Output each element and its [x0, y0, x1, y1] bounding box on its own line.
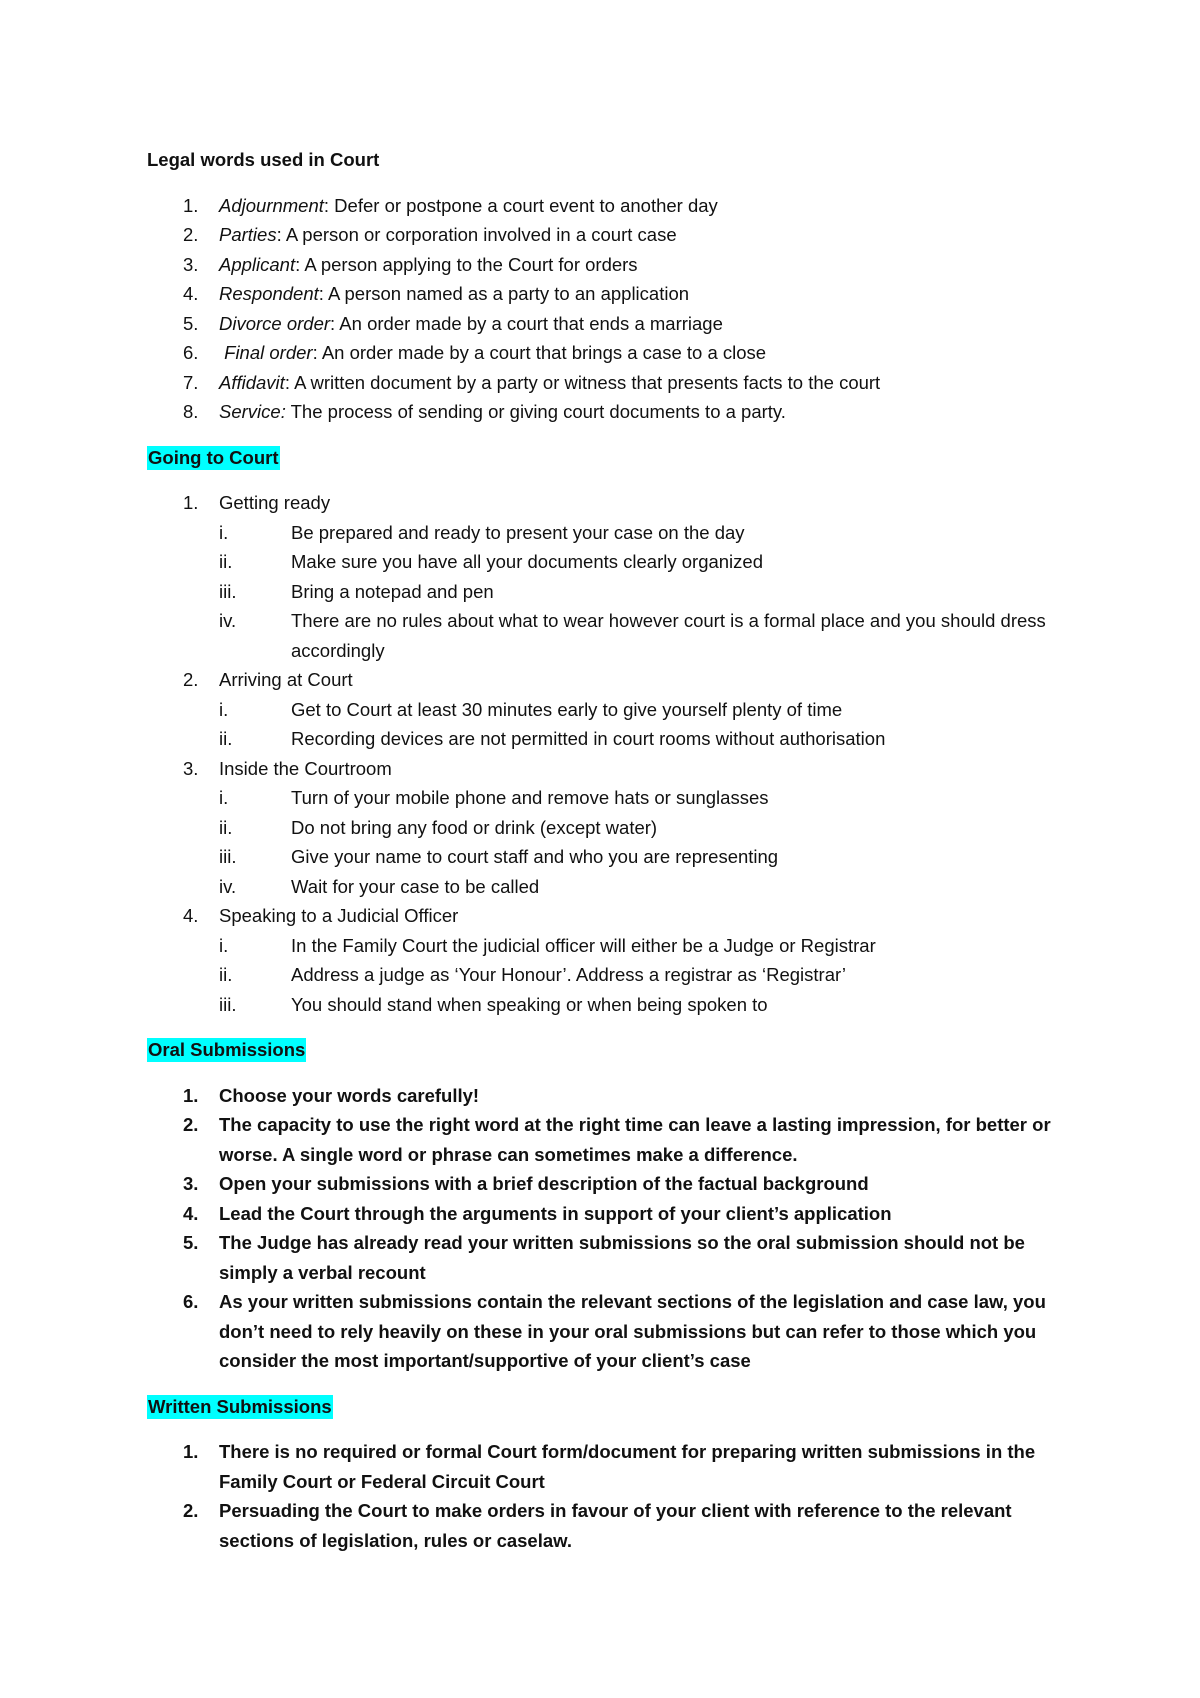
document-page: [147, 145, 1067, 1555]
section-heading-oral-submissions: [147, 1035, 1067, 1065]
list-number: 2.: [183, 1114, 199, 1135]
highlighted-heading: Oral Submissions: [148, 1039, 306, 1060]
roman-numeral: iv.: [219, 875, 237, 897]
sub-item-text: You should stand when speaking or when being spoken to: [291, 993, 768, 1015]
item-label: Speaking to a Judicial Officer: [219, 905, 459, 926]
sub-item: [219, 606, 1067, 665]
list-number: 4.: [183, 1202, 199, 1224]
definition-item: [147, 397, 1067, 427]
item-text: The capacity to use the right word at the right time can leave a lasting impression, for better or worse. A single word or phrase can sometimes make a difference.: [219, 1114, 1051, 1165]
definition-item: [147, 368, 1067, 398]
definition-text: The process of sending or giving court documents to a party.: [285, 401, 786, 422]
item-text: Persuading the Court to make orders in favour of your client with reference to the relevant sections of legislation, rules or caselaw.: [219, 1500, 1012, 1551]
definition-item: [147, 250, 1067, 280]
list-number: 1.: [183, 1084, 199, 1106]
list-number: 7.: [183, 371, 199, 393]
list-number: 2.: [183, 1500, 199, 1521]
definition-text: An order made by a court that ends a marriage: [335, 312, 723, 334]
list-number: 1.: [183, 194, 199, 216]
written-submissions-list: [147, 1437, 1067, 1555]
roman-numeral: iii.: [219, 846, 237, 867]
roman-numeral: iii.: [219, 993, 237, 1015]
item-text: Open your submissions with a brief description of the factual background: [219, 1173, 869, 1194]
list-item: [147, 1081, 1067, 1111]
sub-item: [219, 695, 1067, 725]
definition-term: Respondent: [219, 283, 319, 304]
list-number: 3.: [183, 1173, 199, 1194]
list-number: 8.: [183, 401, 199, 422]
roman-numeral: iii.: [219, 580, 237, 602]
roman-numeral: i.: [219, 521, 229, 543]
list-number: 1.: [183, 492, 199, 513]
sub-list: [219, 931, 1067, 1020]
roman-numeral: ii.: [219, 964, 233, 985]
definition-item: [147, 220, 1067, 250]
term-separator: :: [330, 312, 336, 334]
sub-item-text: Recording devices are not permitted in court rooms without authorisation: [291, 728, 886, 749]
definition-term: Applicant: [219, 253, 296, 275]
sub-list: [219, 783, 1067, 901]
sub-item-text: Turn of your mobile phone and remove hats or sunglasses: [291, 787, 769, 808]
sub-item: [219, 547, 1067, 577]
list-item: [147, 1228, 1067, 1287]
list-item: [147, 1169, 1067, 1199]
term-separator: :: [318, 283, 324, 304]
definition-text: A written document by a party or witness that presents facts to the court: [289, 371, 881, 393]
list-item: [147, 754, 1067, 902]
list-item: [147, 1496, 1067, 1555]
sub-item: [219, 990, 1067, 1020]
item-text: Lead the Court through the arguments in support of your client’s application: [219, 1202, 892, 1224]
definition-item: [147, 309, 1067, 339]
sub-item-text: Bring a notepad and pen: [291, 580, 494, 602]
sub-item: [219, 518, 1067, 548]
definition-text: A person applying to the Court for orders: [300, 253, 638, 275]
list-item: [147, 1287, 1067, 1376]
roman-numeral: i.: [219, 934, 229, 956]
definition-item: [147, 338, 1067, 368]
list-number: 3.: [183, 757, 199, 779]
term-separator: :: [276, 224, 282, 245]
term-separator: :: [323, 194, 330, 216]
definition-term: Divorce order: [219, 312, 331, 334]
sub-list: [219, 518, 1067, 666]
definition-term: Affidavit: [219, 371, 285, 393]
item-text: The Judge has already read your written submissions so the oral submission should not be simply a verbal recount: [219, 1232, 1025, 1283]
list-number: 1.: [183, 1441, 199, 1462]
sub-item-text: In the Family Court the judicial officer will either be a Judge or Registrar: [291, 934, 876, 956]
sub-item: [219, 813, 1067, 843]
sub-item-text: Be prepared and ready to present your case on the day: [291, 521, 745, 543]
item-label: Arriving at Court: [219, 669, 353, 690]
list-number: 4.: [183, 283, 199, 304]
sub-item: [219, 577, 1067, 607]
list-item: [147, 901, 1067, 1019]
section-heading-written-submissions: [147, 1392, 1067, 1422]
list-number: 3.: [183, 253, 199, 275]
highlighted-heading: Written Submissions: [148, 1395, 332, 1417]
item-text: As your written submissions contain the relevant sections of the legislation and case law, you don’t need to rely heavily on these in your oral submissions but can refer to those which you consider the most important/supportive of your client’s case: [219, 1291, 1046, 1371]
sub-item-text: Wait for your case to be called: [291, 875, 540, 897]
sub-item: [219, 960, 1067, 990]
definition-term: Final order: [224, 342, 313, 363]
list-number: 5.: [183, 1232, 199, 1253]
sub-item: [219, 931, 1067, 961]
item-label: Inside the Courtroom: [219, 757, 392, 779]
sub-list: [219, 695, 1067, 754]
list-item: [147, 665, 1067, 754]
oral-submissions-list: [147, 1081, 1067, 1376]
going-to-court-list: [147, 488, 1067, 1019]
sub-item: [219, 872, 1067, 902]
list-item: [147, 1199, 1067, 1229]
list-item: [147, 1110, 1067, 1169]
definition-text: A person or corporation involved in a court case: [281, 224, 677, 245]
list-number: 2.: [183, 669, 199, 690]
item-text: There is no required or formal Court form/document for preparing written submissions in the Family Court or Federal Circuit Court: [219, 1441, 1036, 1492]
list-number: 5.: [183, 312, 199, 334]
sub-item-text: There are no rules about what to wear however court is a formal place and you should dress accordingly: [291, 610, 1046, 661]
document-title: Legal words used in Court: [147, 149, 380, 170]
list-item: [147, 488, 1067, 665]
list-number: 6.: [183, 342, 199, 363]
definition-text: An order made by a court that brings a case to a close: [317, 342, 767, 363]
roman-numeral: iv.: [219, 610, 237, 631]
sub-item-text: Give your name to court staff and who you are representing: [291, 846, 779, 867]
list-number: 6.: [183, 1291, 199, 1312]
sub-item-text: Make sure you have all your documents clearly organized: [291, 551, 763, 572]
roman-numeral: ii.: [219, 816, 233, 838]
section-heading-going-to-court: [147, 443, 1067, 473]
definition-text: Defer or postpone a court event to another day: [329, 194, 718, 216]
definition-term: Service:: [219, 401, 286, 422]
highlighted-heading: Going to Court: [148, 446, 279, 468]
roman-numeral: ii.: [219, 551, 233, 572]
list-number: 4.: [183, 905, 199, 926]
item-text: Choose your words carefully!: [219, 1084, 480, 1106]
definition-term: Adjournment: [219, 194, 324, 216]
term-separator: :: [312, 342, 318, 363]
sub-item: [219, 724, 1067, 754]
term-separator: :: [284, 371, 290, 393]
definition-item: [147, 279, 1067, 309]
item-label: Getting ready: [219, 492, 331, 513]
definition-text: A person named as a party to an application: [323, 283, 690, 304]
definitions-list: [147, 191, 1067, 427]
list-item: [147, 1437, 1067, 1496]
list-number: 2.: [183, 224, 199, 245]
roman-numeral: i.: [219, 698, 229, 720]
sub-item-text: Do not bring any food or drink (except water): [291, 816, 658, 838]
roman-numeral: i.: [219, 787, 229, 808]
sub-item: [219, 783, 1067, 813]
sub-item: [219, 842, 1067, 872]
term-separator: :: [295, 253, 301, 275]
roman-numeral: ii.: [219, 728, 233, 749]
sub-item-text: Address a judge as ‘Your Honour’. Address a registrar as ‘Registrar’: [291, 964, 846, 985]
definition-item: [147, 191, 1067, 221]
sub-item-text: Get to Court at least 30 minutes early to give yourself plenty of time: [291, 698, 843, 720]
definition-term: Parties: [219, 224, 277, 245]
